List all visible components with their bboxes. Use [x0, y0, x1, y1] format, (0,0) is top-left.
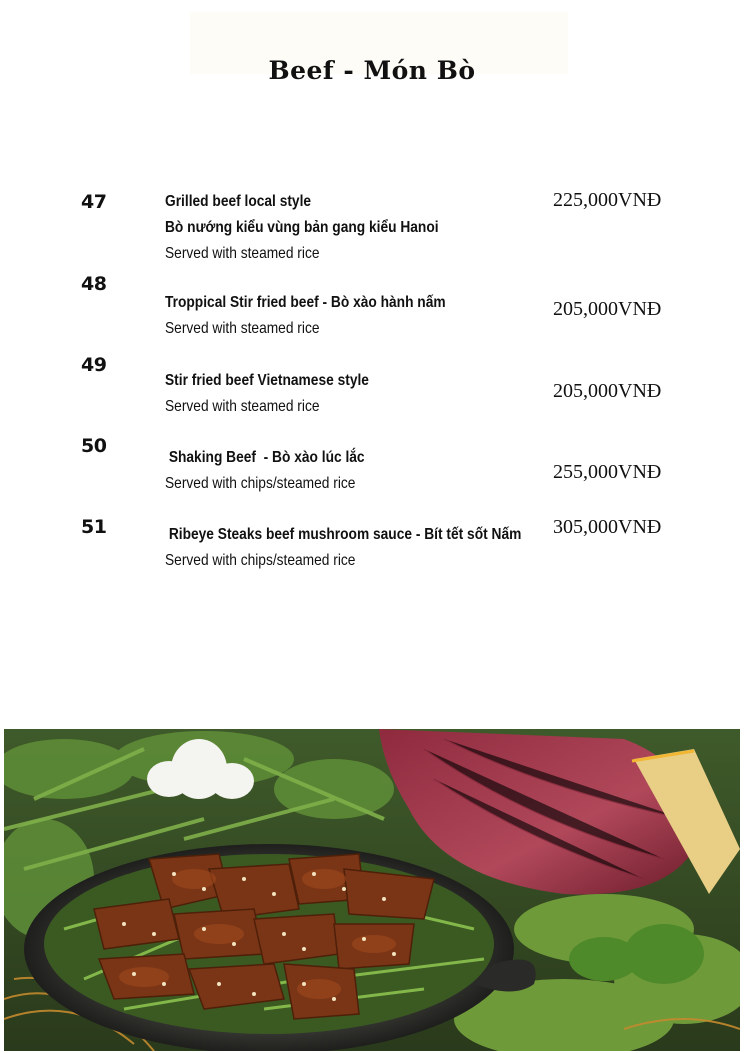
item-served-with: Served with steamed rice [165, 398, 320, 415]
page-title: Beef - Món Bò [268, 56, 476, 85]
item-description [165, 522, 521, 574]
item-description [165, 189, 439, 267]
item-number: 51 [81, 516, 107, 538]
item-price: 255,000VNĐ [553, 461, 662, 483]
item-name: Stir fried beef Vietnamese style [165, 372, 369, 389]
item-number: 50 [81, 435, 107, 457]
item-name: Shaking Beef - Bò xào lúc lắc [165, 449, 365, 466]
item-number: 49 [81, 354, 107, 376]
item-served-with: Served with chips/steamed rice [165, 552, 356, 569]
item-served-with: Served with chips/steamed rice [165, 475, 356, 492]
item-name: Troppical Stir fried beef - Bò xào hành nấm [165, 294, 446, 311]
item-description [165, 368, 369, 420]
item-price: 205,000VNĐ [553, 298, 662, 320]
grilled-beef-dish-photo [4, 729, 740, 1051]
item-served-with: Served with steamed rice [165, 245, 320, 262]
item-number: 48 [81, 273, 107, 295]
item-served-with: Served with steamed rice [165, 320, 320, 337]
item-name: Grilled beef local style [165, 193, 312, 210]
item-description [165, 445, 365, 497]
item-price: 225,000VNĐ [553, 189, 662, 211]
item-price: 205,000VNĐ [553, 380, 662, 402]
item-price: 305,000VNĐ [553, 516, 662, 538]
item-number: 47 [81, 191, 107, 213]
item-description [165, 290, 446, 342]
item-name-vietnamese: Bò nướng kiểu vùng bản gang kiểu Hanoi [165, 219, 439, 236]
item-name: Ribeye Steaks beef mushroom sauce - Bít tết sốt Nấm [165, 526, 522, 543]
